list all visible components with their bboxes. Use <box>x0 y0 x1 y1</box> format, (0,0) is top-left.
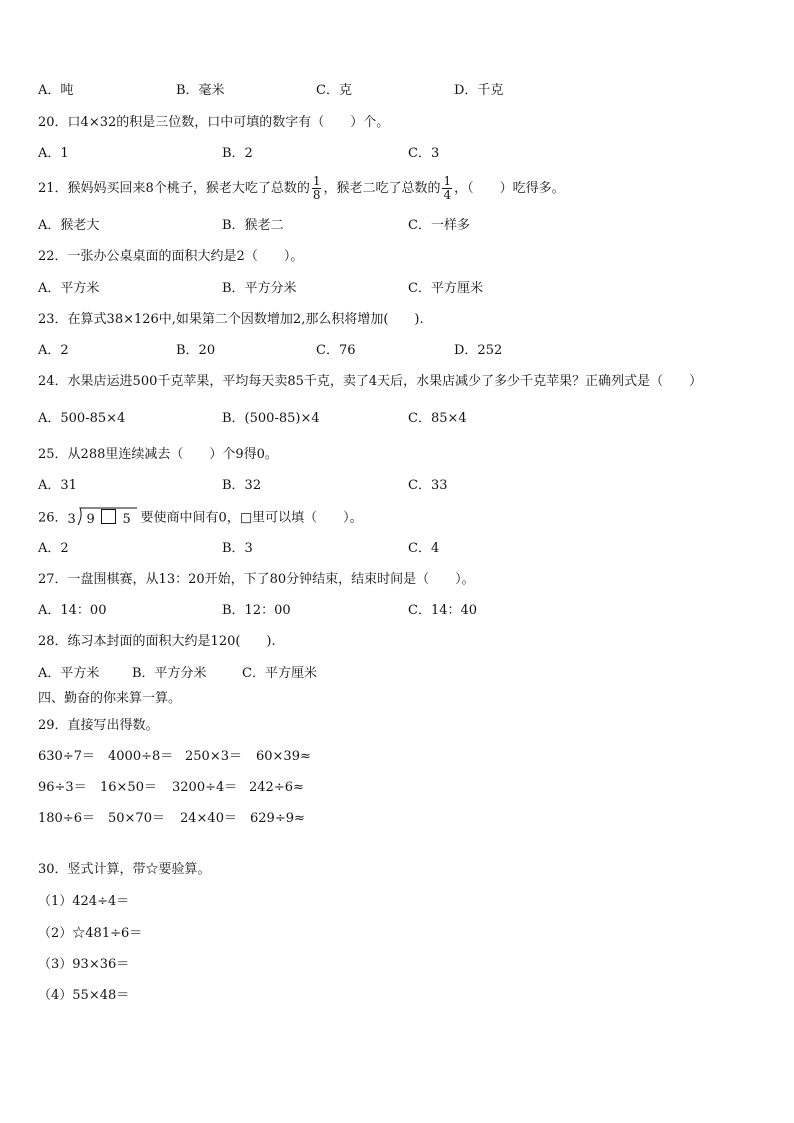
divisor: 3 <box>67 512 76 527</box>
dividend-digit-3: 5 <box>122 512 131 527</box>
section-heading: 四、勤奋的你来算一算。 <box>38 691 182 706</box>
q20-option-a: A．1 <box>38 146 69 161</box>
q22-stem: 22．一张办公桌桌面的面积大约是2（ ）。 <box>38 249 304 264</box>
q23-option-c: C．76 <box>316 343 356 358</box>
q25-stem: 25．从288里连续减去（ ）个9得0。 <box>38 447 278 462</box>
q21-stem-part-c: ，（ ）吃得多。 <box>454 181 565 196</box>
q27-stem: 27．一盘围棋赛，从13：20开始，下了80分钟结束，结束时间是（ ）。 <box>38 572 475 587</box>
q25-option-a: A．31 <box>38 478 77 493</box>
q21-option-b: B．猴老二 <box>222 218 284 233</box>
q19-option-c: C．克 <box>316 83 352 98</box>
q20-option-b: B．2 <box>222 146 253 161</box>
q29-item: 629÷9≈ <box>250 811 305 826</box>
q22-option-a: A．平方米 <box>38 281 100 296</box>
q24-option-b: B．(500-85)×4 <box>222 411 320 426</box>
q26-option-c: C．4 <box>408 541 440 556</box>
q25-option-c: C．33 <box>408 478 448 493</box>
q26-option-a: A．2 <box>38 541 69 556</box>
q23-option-d: D．252 <box>454 343 503 358</box>
q26-option-b: B．3 <box>222 541 253 556</box>
q30-stem: 30．竖式计算，带☆要验算。 <box>38 862 211 877</box>
q24-option-c: C．85×4 <box>408 411 467 426</box>
q30-item: （1）424÷4＝ <box>38 894 130 909</box>
q19-option-d: D．千克 <box>454 83 504 98</box>
fraction-one-quarter <box>442 175 452 202</box>
q21-stem-part-b: ，猴老二吃了总数的 <box>323 181 441 196</box>
fraction-numerator: 1 <box>443 174 452 188</box>
q29-item: 24×40＝ <box>180 811 237 826</box>
q29-item: 16×50＝ <box>100 780 157 795</box>
q19-option-b: B．毫米 <box>176 83 225 98</box>
q28-option-a: A．平方米 <box>38 666 100 681</box>
q26-stem-text: 要使商中间有0，□里可以填（ ）。 <box>140 510 363 526</box>
fraction-one-eighth <box>312 175 322 202</box>
q24-stem: 24．水果店运进500千克苹果，平均每天卖85千克，卖了4天后，水果店减少了多少千克苹果？正确列式是（ ） <box>38 374 703 389</box>
q28-option-c: C．平方厘米 <box>242 666 317 681</box>
q30-item: （4）55×48＝ <box>38 988 130 1003</box>
q21-stem <box>38 174 565 204</box>
q24-option-a: A．500-85×4 <box>38 411 126 426</box>
q22-option-c: C．平方厘米 <box>408 281 483 296</box>
q21-option-c: C．一样多 <box>408 218 470 233</box>
blank-digit-box <box>101 509 116 524</box>
q30-item: （2）☆481÷6＝ <box>38 926 143 941</box>
q19-option-a: A．吨 <box>38 83 74 98</box>
dividend-digit-1: 9 <box>86 512 95 527</box>
q29-item: 3200÷4＝ <box>172 780 238 795</box>
q20-stem: 20．口4×32的积是三位数，口中可填的数字有（ ）个。 <box>38 115 390 130</box>
q27-option-b: B．12：00 <box>222 603 291 618</box>
q29-stem: 29．直接写出得数。 <box>38 718 159 733</box>
q29-item: 630÷7＝ <box>38 749 95 764</box>
q28-stem: 28．练习本封面的面积大约是120( ). <box>38 634 276 649</box>
q25-option-b: B．32 <box>222 478 262 493</box>
q23-stem: 23．在算式38×126中,如果第二个因数增加2,那么积将增加( ). <box>38 312 424 327</box>
q28-option-b: B．平方分米 <box>132 666 207 681</box>
q23-option-a: A．2 <box>38 343 69 358</box>
q29-item: 242÷6≈ <box>249 780 304 795</box>
fraction-numerator: 1 <box>312 174 321 188</box>
q27-option-a: A．14：00 <box>38 603 107 618</box>
q29-item: 4000÷8＝ <box>108 749 174 764</box>
q26-stem <box>38 508 363 529</box>
q21-option-a: A．猴老大 <box>38 218 100 233</box>
q30-item: （3）93×36＝ <box>38 957 130 972</box>
q29-item: 96÷3＝ <box>38 780 87 795</box>
q26-number: 26． <box>38 510 68 526</box>
q21-stem-part-a: 21．猴妈妈买回来8个桃子，猴老大吃了总数的 <box>38 181 310 196</box>
fraction-denominator: 4 <box>443 188 452 202</box>
q29-item: 250×3＝ <box>185 749 242 764</box>
q29-item: 50×70＝ <box>108 811 165 826</box>
q29-item: 60×39≈ <box>256 749 311 764</box>
q27-option-c: C．14：40 <box>408 603 478 618</box>
fraction-denominator: 8 <box>312 188 321 202</box>
q29-item: 180÷6＝ <box>38 811 95 826</box>
q22-option-b: B．平方分米 <box>222 281 297 296</box>
q23-option-b: B．20 <box>176 343 216 358</box>
long-division-figure <box>68 508 138 528</box>
q20-option-c: C．3 <box>408 146 440 161</box>
